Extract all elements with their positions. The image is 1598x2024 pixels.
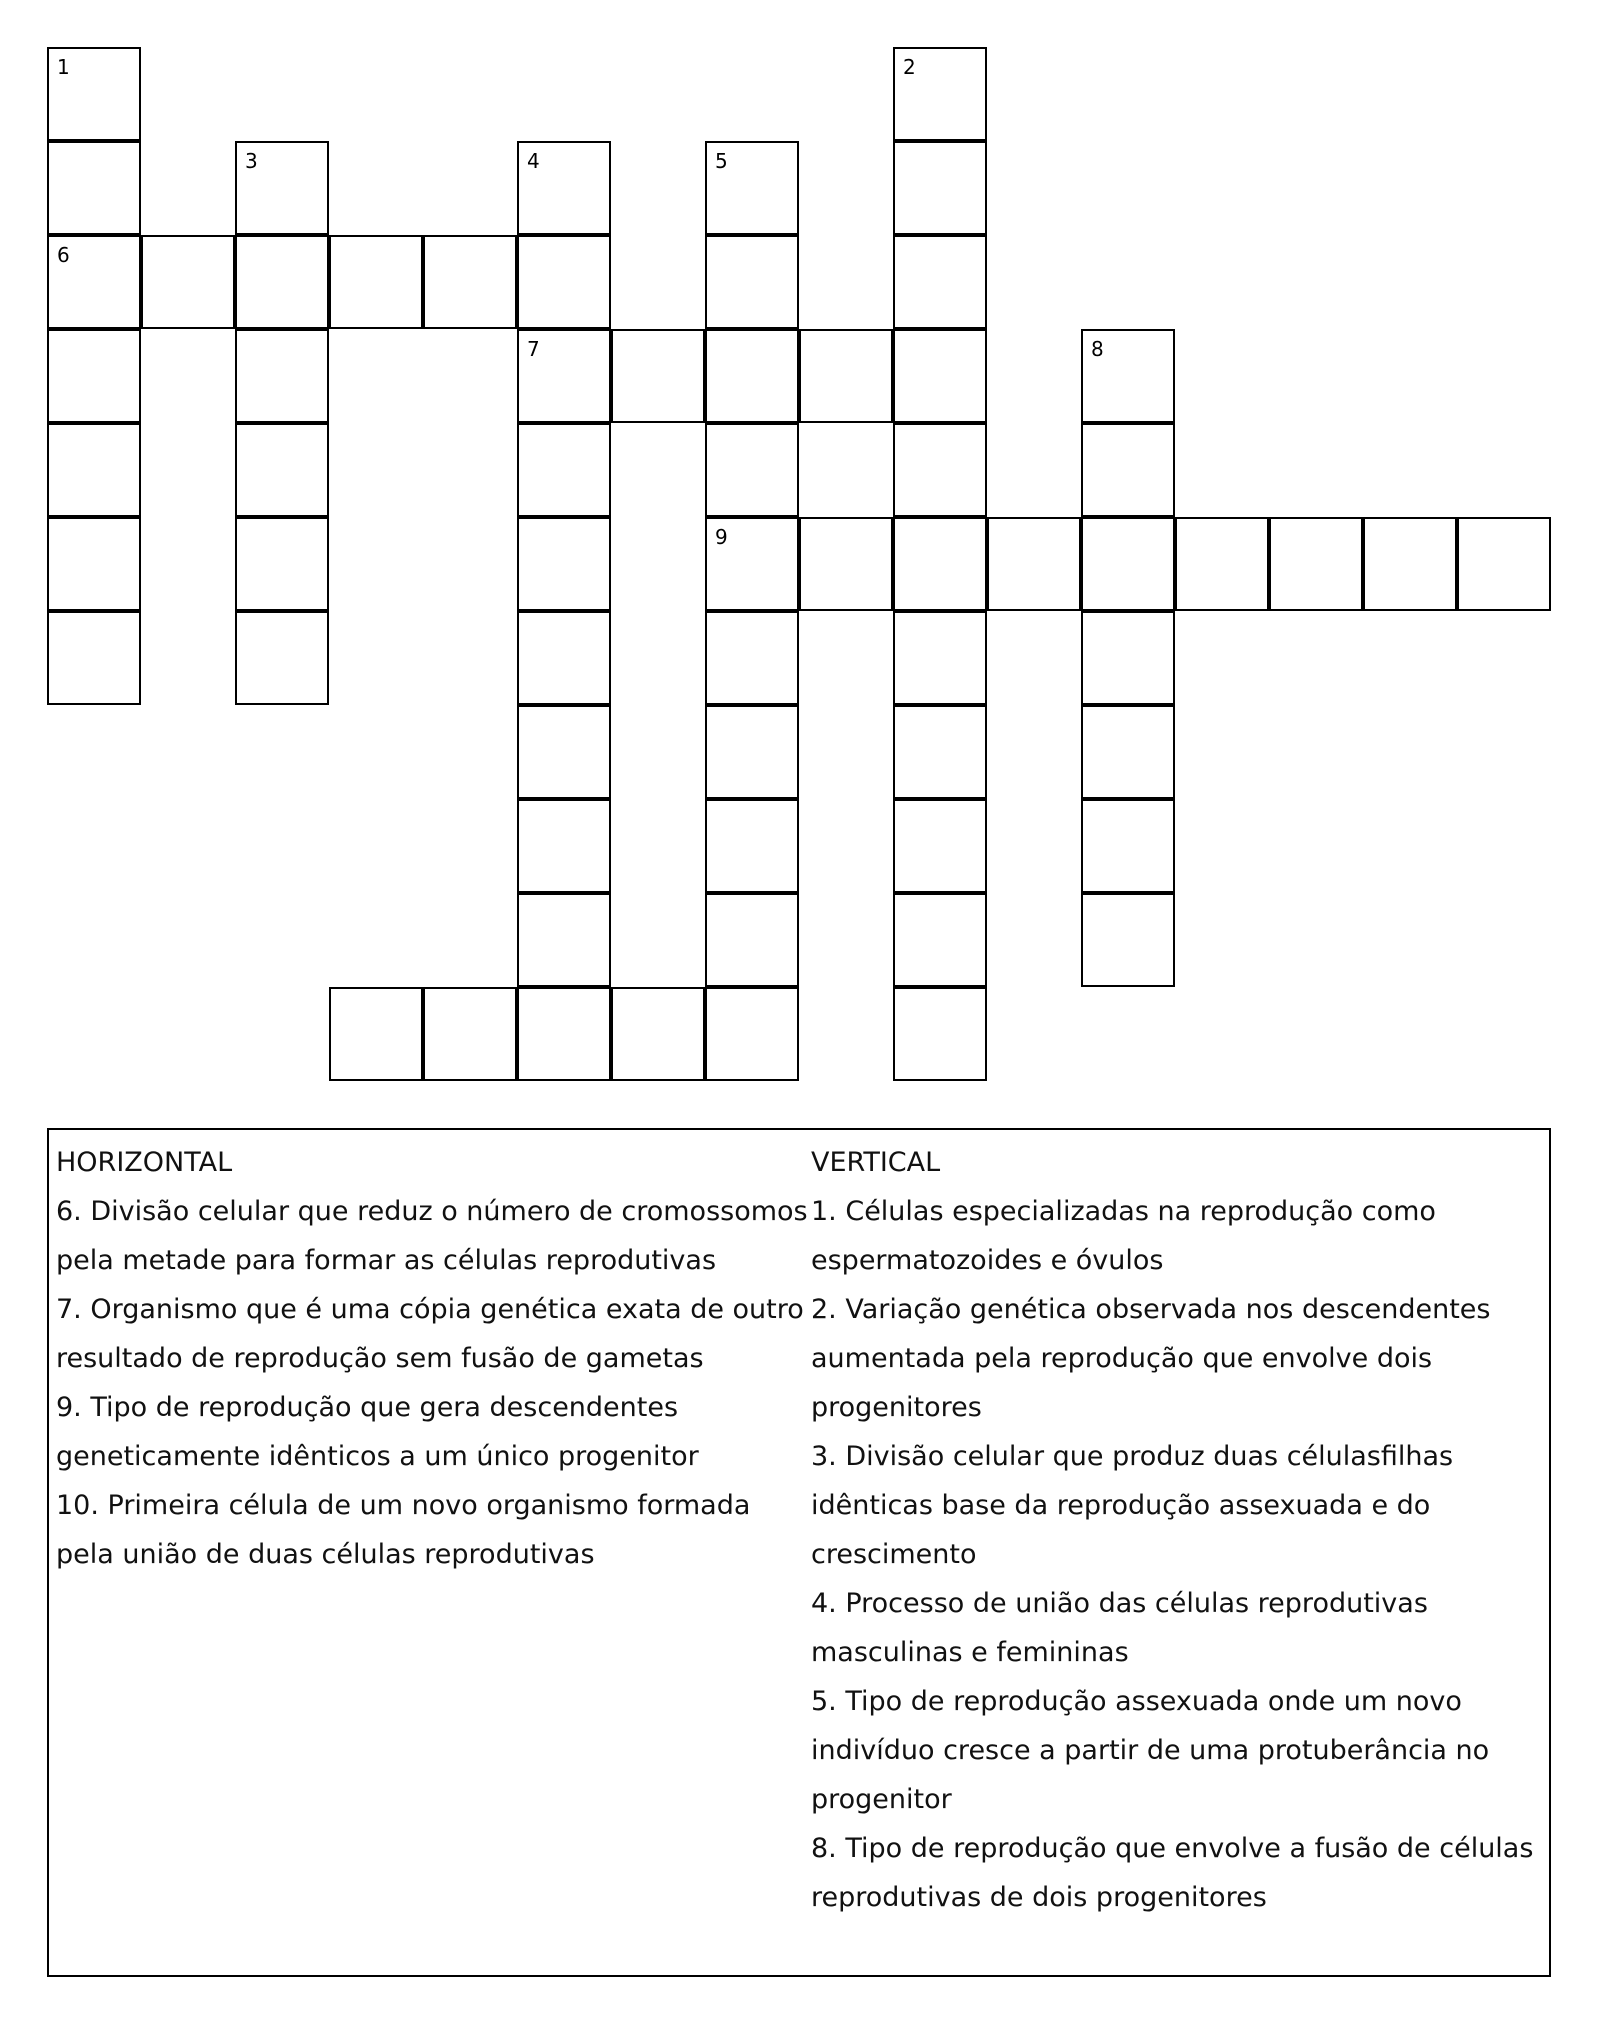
crossword-cell[interactable] (517, 329, 611, 423)
crossword-cell[interactable] (1081, 893, 1175, 987)
crossword-cell[interactable] (517, 987, 611, 1081)
vertical-clue-line: idênticas base da reprodução assexuada e do (811, 1490, 1431, 1521)
crossword-cell[interactable] (987, 517, 1081, 611)
crossword-cell[interactable] (1269, 517, 1363, 611)
crossword-cell[interactable] (235, 329, 329, 423)
horizontal-clue-line: geneticamente idênticos a um único progenitor (56, 1441, 699, 1472)
crossword-cell[interactable] (893, 517, 987, 611)
horizontal-clue-line: 9. Tipo de reprodução que gera descendentes (56, 1392, 679, 1423)
vertical-clue-line: aumentada pela reprodução que envolve dois (811, 1343, 1433, 1374)
crossword-cell[interactable] (799, 517, 893, 611)
crossword-cell[interactable] (893, 423, 987, 517)
crossword-cell[interactable] (893, 47, 987, 141)
crossword-cell[interactable] (893, 329, 987, 423)
vertical-clues (811, 1138, 1541, 1922)
crossword-cell[interactable] (1175, 517, 1269, 611)
crossword-cell[interactable] (799, 329, 893, 423)
vertical-clue-line: 1. Células especializadas na reprodução como (811, 1196, 1436, 1227)
crossword-cell[interactable] (893, 987, 987, 1081)
crossword-cell[interactable] (705, 705, 799, 799)
crossword-cell[interactable] (893, 235, 987, 329)
crossword-cell[interactable] (893, 611, 987, 705)
crossword-cell[interactable] (705, 799, 799, 893)
crossword-cell[interactable] (517, 235, 611, 329)
clue-number: 9 (715, 525, 728, 549)
crossword-cell[interactable] (705, 611, 799, 705)
horizontal-clue-line: pela metade para formar as células reprodutivas (56, 1245, 717, 1276)
vertical-clue-line: 5. Tipo de reprodução assexuada onde um novo (811, 1686, 1462, 1717)
vertical-clue-list (811, 1187, 1541, 1922)
crossword-cell[interactable] (611, 329, 705, 423)
crossword-cell[interactable] (141, 235, 235, 329)
crossword-cell[interactable] (47, 611, 141, 705)
crossword-cell[interactable] (235, 141, 329, 235)
crossword-cell[interactable] (423, 987, 517, 1081)
crossword-cell[interactable] (423, 235, 517, 329)
crossword-cell[interactable] (893, 799, 987, 893)
crossword-cell[interactable] (235, 235, 329, 329)
clue-number: 2 (903, 55, 916, 79)
vertical-title: VERTICAL (811, 1147, 941, 1178)
crossword-cell[interactable] (47, 517, 141, 611)
vertical-clue-line: progenitor (811, 1784, 952, 1815)
crossword-cell[interactable] (235, 517, 329, 611)
crossword-cell[interactable] (517, 423, 611, 517)
crossword-cell[interactable] (47, 329, 141, 423)
clue-number: 5 (715, 149, 728, 173)
vertical-clue-line: 3. Divisão celular que produz duas célulasfilhas (811, 1441, 1454, 1472)
crossword-cell[interactable] (517, 517, 611, 611)
horizontal-clue-line: resultado de reprodução sem fusão de gametas (56, 1343, 704, 1374)
crossword-cell[interactable] (893, 141, 987, 235)
clues-box (47, 1128, 1551, 1977)
crossword-cell[interactable] (47, 235, 141, 329)
crossword-cell[interactable] (1081, 329, 1175, 423)
vertical-clue-line: progenitores (811, 1392, 982, 1423)
clue-number: 8 (1091, 337, 1104, 361)
crossword-cell[interactable] (329, 235, 423, 329)
crossword-cell[interactable] (517, 705, 611, 799)
vertical-clue-line: 2. Variação genética observada nos descendentes (811, 1294, 1491, 1325)
crossword-cell[interactable] (705, 235, 799, 329)
horizontal-clues (56, 1138, 816, 1579)
crossword-cell[interactable] (1081, 705, 1175, 799)
crossword-cell[interactable] (235, 423, 329, 517)
vertical-clue-line: espermatozoides e óvulos (811, 1245, 1164, 1276)
crossword-cell[interactable] (1363, 517, 1457, 611)
crossword-cell[interactable] (1457, 517, 1551, 611)
crossword-cell[interactable] (893, 705, 987, 799)
crossword-cell[interactable] (47, 47, 141, 141)
vertical-clue-line: masculinas e femininas (811, 1637, 1129, 1668)
crossword-cell[interactable] (517, 141, 611, 235)
crossword-cell[interactable] (47, 423, 141, 517)
crossword-cell[interactable] (705, 987, 799, 1081)
crossword-cell[interactable] (517, 799, 611, 893)
vertical-clue-line: reprodutivas de dois progenitores (811, 1882, 1267, 1913)
crossword-cell[interactable] (1081, 799, 1175, 893)
clue-number: 3 (245, 149, 258, 173)
crossword-cell[interactable] (1081, 423, 1175, 517)
crossword-cell[interactable] (329, 987, 423, 1081)
horizontal-clue-line: 6. Divisão celular que reduz o número de cromossomos (56, 1196, 808, 1227)
clue-number: 4 (527, 149, 540, 173)
horizontal-clue-line: 7. Organismo que é uma cópia genética exata de outro (56, 1294, 804, 1325)
vertical-clue-line: 4. Processo de união das células reprodutivas (811, 1588, 1428, 1619)
crossword-cell[interactable] (1081, 611, 1175, 705)
crossword-cell[interactable] (517, 611, 611, 705)
crossword-cell[interactable] (705, 423, 799, 517)
vertical-clue-line: 8. Tipo de reprodução que envolve a fusão de células (811, 1833, 1534, 1864)
horizontal-title: HORIZONTAL (56, 1147, 233, 1178)
clue-number: 6 (57, 243, 70, 267)
crossword-cell[interactable] (517, 893, 611, 987)
crossword-cell[interactable] (1081, 517, 1175, 611)
horizontal-clue-line: 10. Primeira célula de um novo organismo formada (56, 1490, 751, 1521)
crossword-cell[interactable] (705, 329, 799, 423)
vertical-clue-line: indivíduo cresce a partir de uma protuberância no (811, 1735, 1490, 1766)
crossword-cell[interactable] (47, 141, 141, 235)
crossword-cell[interactable] (893, 893, 987, 987)
horizontal-clue-line: pela união de duas células reprodutivas (56, 1539, 595, 1570)
crossword-cell[interactable] (705, 517, 799, 611)
horizontal-clue-list (56, 1187, 816, 1579)
clue-number: 7 (527, 337, 540, 361)
vertical-clue-line: crescimento (811, 1539, 977, 1570)
crossword-cell[interactable] (705, 141, 799, 235)
crossword-cell[interactable] (705, 893, 799, 987)
crossword-cell[interactable] (611, 987, 705, 1081)
crossword-cell[interactable] (235, 611, 329, 705)
clue-number: 1 (57, 55, 70, 79)
